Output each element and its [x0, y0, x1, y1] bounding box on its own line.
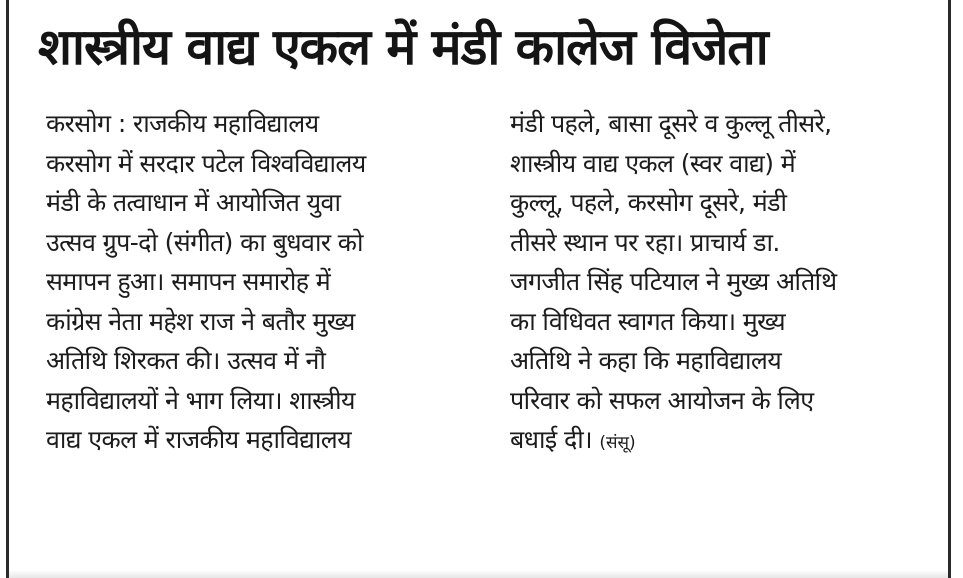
article-line: करसोग में सरदार पटेल विश्वविद्यालय — [46, 148, 366, 178]
article-line: मंडी के तत्वाधान में आयोजित युवा — [46, 188, 341, 217]
article-line: कांग्रेस नेता महेश राज ने बतौर मुख्य — [46, 306, 355, 336]
article-closing-text: बधाई दी। — [510, 425, 592, 454]
article-last-line — [510, 420, 930, 464]
article-line: कुल्लू, पहले, करसोग दूसरे, मंडी — [510, 188, 787, 217]
article-line: अतिथि शिरकत की। उत्सव में नौ — [46, 346, 326, 375]
article-line: तीसरे स्थान पर रहा। प्राचार्य डा. — [510, 227, 780, 257]
article-line: वाद्य एकल में राजकीय महाविद्यालय — [46, 425, 352, 454]
article-line: का विधिवत स्वागत किया। मुख्य — [510, 306, 786, 336]
article-headline: शास्त्रीय वाद्य एकल में मंडी कालेज विजेता — [38, 18, 768, 76]
article-right-column — [510, 104, 930, 464]
article-line: अतिथि ने कहा कि महाविद्यालय — [510, 346, 782, 375]
article-left-column — [46, 104, 486, 460]
article-line: परिवार को सफल आयोजन के लिए — [510, 385, 814, 415]
article-line: उत्सव ग्रुप-दो (संगीत) का बुधवार को — [46, 227, 363, 257]
bottom-edge — [9, 570, 948, 578]
article-line: समापन हुआ। समापन समारोह में — [46, 267, 331, 296]
article-line: मंडी पहले, बासा दूसरे व कुल्लू तीसरे, — [510, 109, 832, 138]
article-line: करसोग : राजकीय महाविद्यालय — [46, 109, 319, 138]
article-line: शास्त्रीय वाद्य एकल (स्वर वाद्य) में — [510, 148, 796, 178]
article-line: जगजीत सिंह पटियाल ने मुख्य अतिथि — [510, 267, 837, 296]
news-credit: (संसू) — [599, 433, 636, 453]
article-line: महाविद्यालयों ने भाग लिया। शास्त्रीय — [46, 385, 355, 415]
